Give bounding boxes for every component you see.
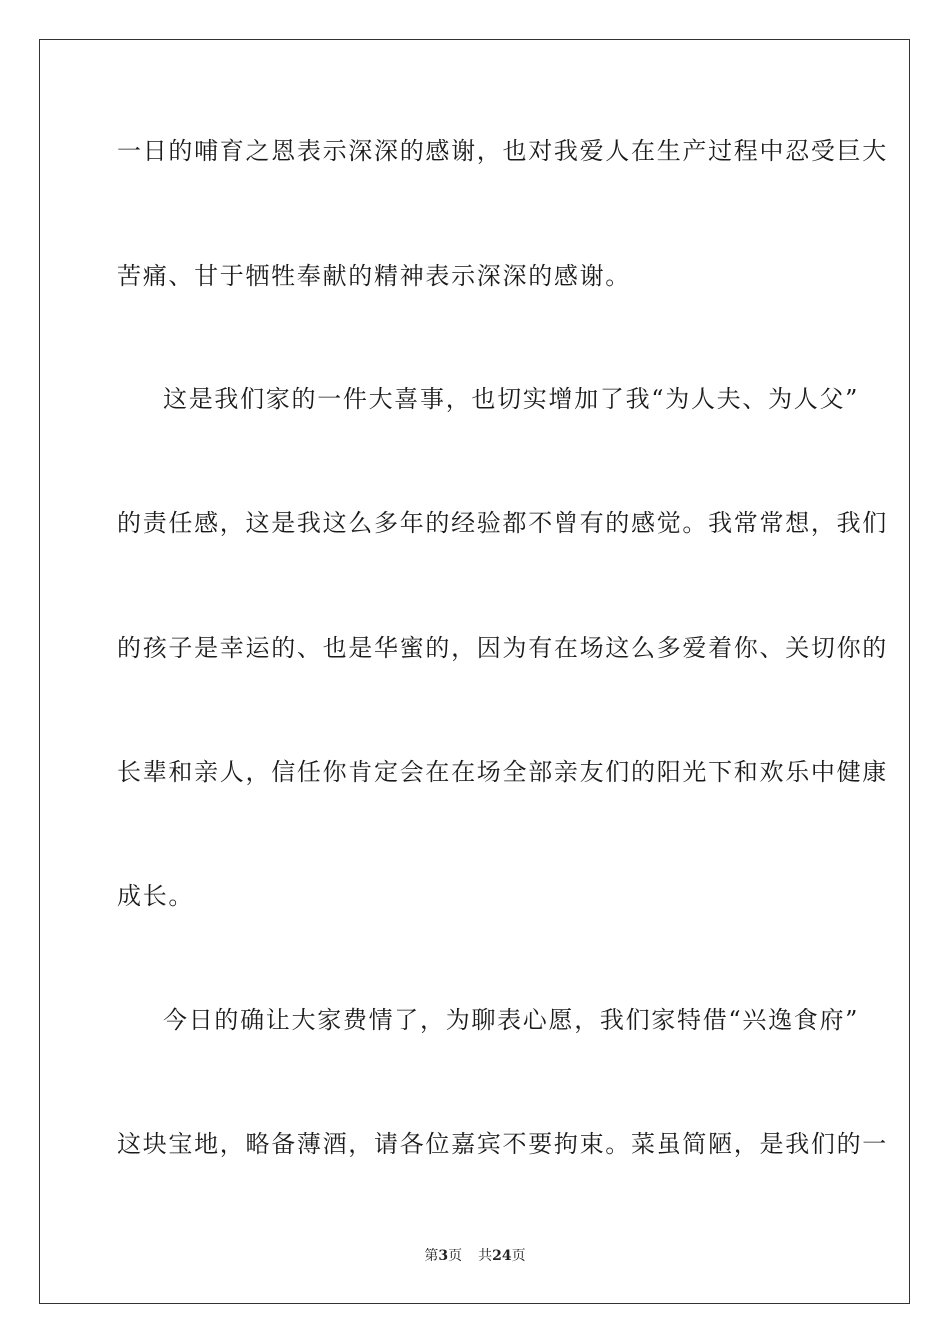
text-line-3: 这是我们家的一件大喜事，也切实增加了我“为人夫、为人父” <box>163 385 860 413</box>
text-line-9: 这块宝地，略备薄酒，请各位嘉宾不要拘束。菜虽简陋，是我们的一 <box>117 1130 888 1158</box>
text-line-6: 长辈和亲人，信任你肯定会在在场全部亲友们的阳光下和欢乐中健康 <box>117 758 888 786</box>
text-line-4: 的责任感，这是我这么多年的经验都不曾有的感觉。我常常想，我们 <box>117 509 888 537</box>
footer-page-number: 3 <box>438 1248 449 1264</box>
page-frame <box>39 39 910 1304</box>
footer-total-suffix: 页 <box>511 1248 526 1264</box>
footer-total-prefix: 共 <box>478 1248 493 1264</box>
text-line-7: 成长。 <box>117 882 195 910</box>
text-line-5: 的孩子是幸运的、也是华蜜的，因为有在场这么多爱着你、关切你的 <box>117 634 888 662</box>
footer-total-number: 24 <box>492 1248 512 1264</box>
page-footer <box>0 1247 950 1265</box>
text-line-8: 今日的确让大家费情了，为聊表心愿，我们家特借“兴逸食府” <box>163 1006 860 1034</box>
footer-page-suffix: 页 <box>448 1248 463 1264</box>
text-line-1: 一日的哺育之恩表示深深的感谢，也对我爱人在生产过程中忍受巨大 <box>117 137 888 165</box>
text-line-2: 苦痛、甘于牺牲奉献的精神表示深深的感谢。 <box>117 262 631 290</box>
footer-page-prefix: 第 <box>424 1248 439 1264</box>
